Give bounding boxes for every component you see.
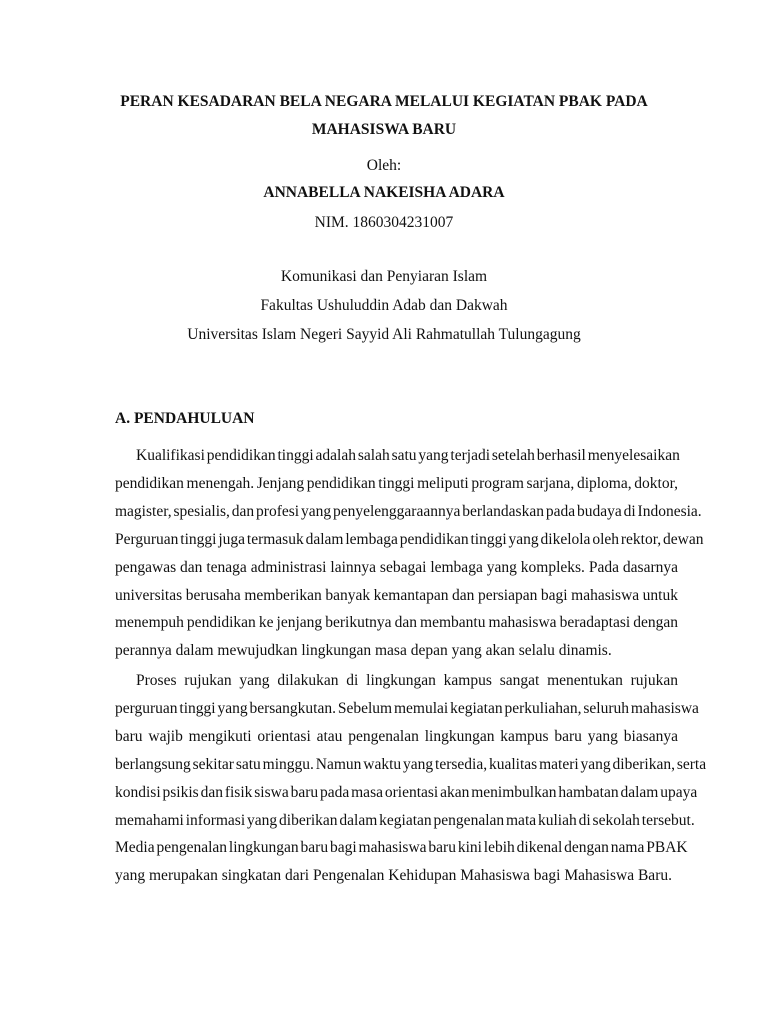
author-name: ANNABELLA NAKEISHA ADARA	[263, 184, 505, 201]
paragraph-line: berlangsung sekitar satu minggu. Namun waktu yang tersedia, kualitas materi yang diberikan, serta	[115, 755, 707, 773]
paragraph-line: menempuh pendidikan ke jenjang berikutnya dan membantu mahasiswa beradaptasi dengan	[115, 614, 678, 632]
paragraph-line: Media pengenalan lingkungan baru bagi mahasiswa baru kini lebih dikenal dengan nama PBAK	[115, 839, 688, 857]
paragraph-line: magister, spesialis, dan profesi yang penyelenggaraannya berlandaskan pada budaya di Indonesia.	[115, 502, 702, 520]
paragraph-line: memahami informasi yang diberikan dalam kegiatan pengenalan mata kuliah di sekolah tersebut.	[115, 811, 695, 829]
paragraph-line: Proses rujukan yang dilakukan di lingkungan kampus sangat menentukan rujukan	[136, 672, 678, 689]
by-label: Oleh:	[366, 157, 402, 174]
faculty: Fakultas Ushuluddin Adab dan Dakwah	[260, 297, 508, 314]
paragraph-line: Perguruan tinggi juga termasuk dalam lembaga pendidikan tinggi yang dikelola oleh rektor, dewan	[115, 530, 704, 548]
paragraph-line: universitas berusaha memberikan banyak kemantapan dan persiapan bagi mahasiswa untuk	[115, 586, 678, 604]
study-program: Komunikasi dan Penyiaran Islam	[280, 268, 488, 285]
section-heading: A. PENDAHULUAN	[115, 410, 255, 427]
paragraph-line: pendidikan menengah. Jenjang pendidikan tinggi meliputi program sarjana, diploma, doktor,	[115, 474, 678, 492]
title-line-2: MAHASISWA BARU	[311, 121, 457, 138]
paragraph-line: baru wajib mengikuti orientasi atau pengenalan lingkungan kampus baru yang biasanya	[115, 727, 678, 745]
paragraph-line: pengawas dan tenaga administrasi lainnya sebagai lembaga yang kompleks. Pada dasarnya	[115, 558, 678, 576]
paragraph-line: Kualifikasi pendidikan tinggi adalah salah satu yang terjadi setelah berhasil menyelesaikan	[136, 447, 680, 464]
paragraph-line: perannya dalam mewujudkan lingkungan masa depan yang akan selalu dinamis.	[115, 642, 612, 660]
paragraph-line: yang merupakan singkatan dari Pengenalan Kehidupan Mahasiswa bagi Mahasiswa Baru.	[115, 867, 672, 885]
paragraph-line: perguruan tinggi yang bersangkutan. Sebelum memulai kegiatan perkuliahan, seluruh mahasiswa	[115, 699, 699, 717]
title-line-1: PERAN KESADARAN BELA NEGARA MELALUI KEGIATAN PBAK PADA	[120, 93, 648, 110]
paragraph-line: kondisi psikis dan fisik siswa baru pada masa orientasi akan menimbulkan hambatan dalam upaya	[115, 783, 698, 801]
university: Universitas Islam Negeri Sayyid Ali Rahmatullah Tulungagung	[187, 326, 581, 343]
student-id: NIM. 1860304231007	[314, 214, 454, 231]
